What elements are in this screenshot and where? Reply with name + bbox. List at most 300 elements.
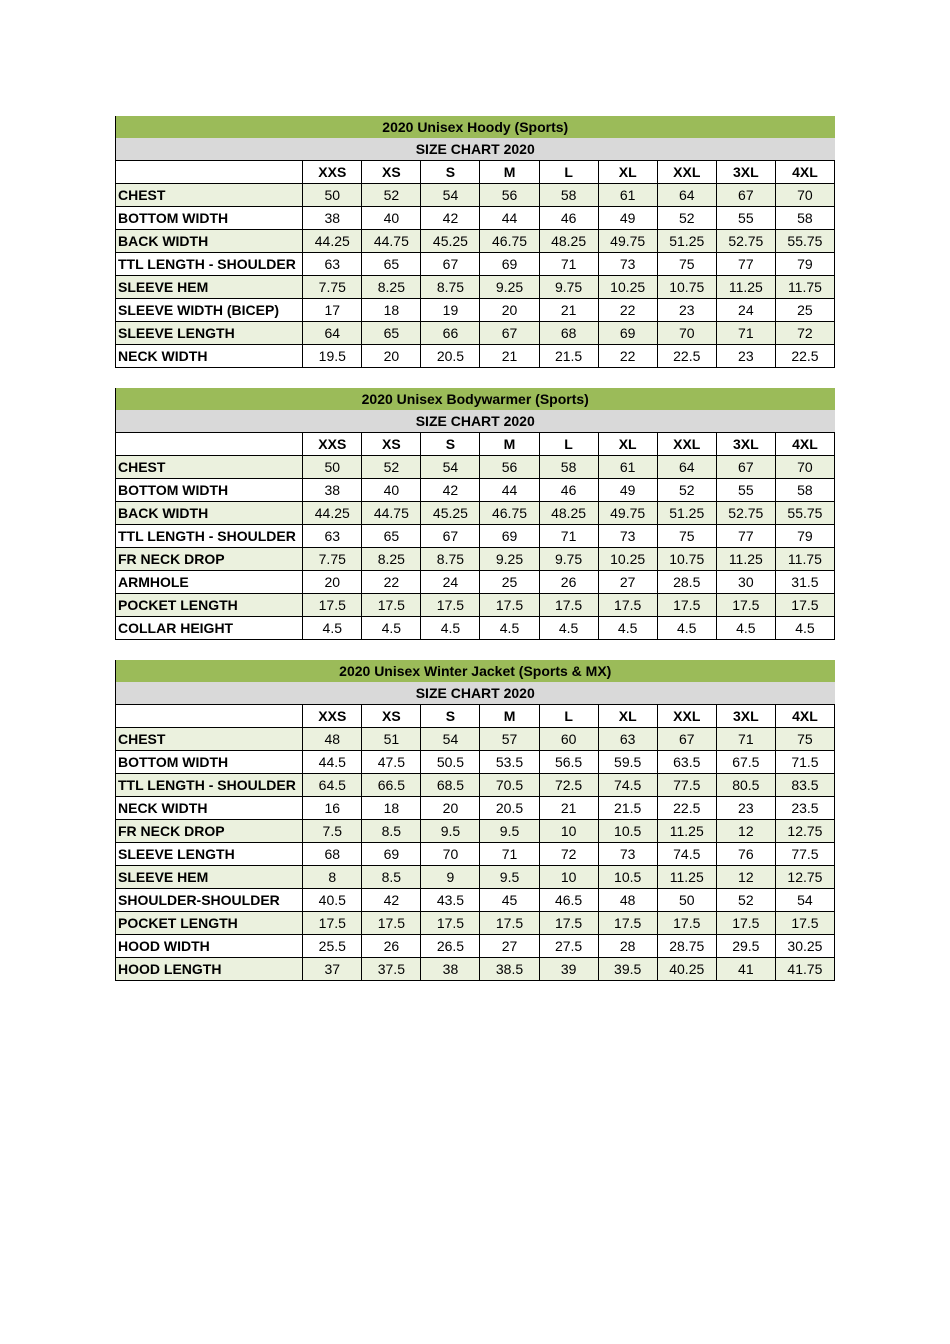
measurement-value: 52 [362, 456, 421, 479]
measurement-value: 55 [716, 479, 775, 502]
measurement-value: 23 [716, 797, 775, 820]
measurement-value: 21.5 [598, 797, 657, 820]
measurement-value: 69 [480, 253, 539, 276]
size-header-m: M [480, 161, 539, 184]
measurement-value: 10.75 [657, 276, 716, 299]
measurement-label: BACK WIDTH [116, 230, 303, 253]
measurement-value: 47.5 [362, 751, 421, 774]
measurement-value: 10 [539, 866, 598, 889]
measurement-value: 58 [775, 207, 834, 230]
table-row [116, 322, 835, 345]
measurement-value: 55.75 [775, 230, 834, 253]
size-header-xxs: XXS [303, 433, 362, 456]
measurement-label: BOTTOM WIDTH [116, 207, 303, 230]
measurement-value: 17.5 [421, 912, 480, 935]
table-row [116, 728, 835, 751]
table-row [116, 866, 835, 889]
measurement-value: 52 [657, 207, 716, 230]
measurement-value: 44.25 [303, 230, 362, 253]
measurement-value: 20 [480, 299, 539, 322]
measurement-value: 17.5 [539, 912, 598, 935]
measurement-value: 43.5 [421, 889, 480, 912]
measurement-value: 72.5 [539, 774, 598, 797]
measurement-value: 17.5 [657, 912, 716, 935]
measurement-value: 54 [421, 184, 480, 207]
measurement-value: 74.5 [598, 774, 657, 797]
measurement-value: 38 [303, 207, 362, 230]
measurement-value: 17.5 [480, 912, 539, 935]
measurement-value: 51.25 [657, 502, 716, 525]
measurement-value: 12 [716, 820, 775, 843]
measurement-value: 30.25 [775, 935, 834, 958]
size-header-s: S [421, 705, 480, 728]
table-row [116, 935, 835, 958]
measurement-label: TTL LENGTH - SHOULDER [116, 774, 303, 797]
measurement-value: 26.5 [421, 935, 480, 958]
measurement-value: 46 [539, 479, 598, 502]
measurement-value: 10.25 [598, 548, 657, 571]
measurement-value: 77.5 [775, 843, 834, 866]
table-row [116, 345, 835, 368]
header-blank-cell [116, 161, 303, 184]
size-header-xs: XS [362, 433, 421, 456]
table-row [116, 548, 835, 571]
measurement-value: 11.25 [716, 548, 775, 571]
measurement-value: 71.5 [775, 751, 834, 774]
measurement-value: 40.5 [303, 889, 362, 912]
measurement-value: 12.75 [775, 866, 834, 889]
table-subtitle: SIZE CHART 2020 [116, 410, 835, 433]
measurement-value: 69 [362, 843, 421, 866]
measurement-value: 75 [657, 525, 716, 548]
measurement-value: 41 [716, 958, 775, 981]
size-header-row [116, 433, 835, 456]
measurement-label: CHEST [116, 456, 303, 479]
measurement-value: 11.25 [657, 866, 716, 889]
measurement-value: 4.5 [362, 617, 421, 640]
measurement-value: 80.5 [716, 774, 775, 797]
measurement-value: 22 [362, 571, 421, 594]
table-row [116, 774, 835, 797]
measurement-value: 49 [598, 207, 657, 230]
measurement-value: 24 [716, 299, 775, 322]
measurement-value: 9.5 [421, 820, 480, 843]
measurement-value: 77 [716, 525, 775, 548]
winter-jacket-size-table [115, 660, 835, 981]
measurement-value: 27 [598, 571, 657, 594]
measurement-value: 67 [421, 253, 480, 276]
measurement-value: 16 [303, 797, 362, 820]
measurement-value: 17.5 [480, 594, 539, 617]
measurement-value: 40.25 [657, 958, 716, 981]
measurement-label: BOTTOM WIDTH [116, 751, 303, 774]
measurement-value: 20.5 [480, 797, 539, 820]
measurement-value: 48 [598, 889, 657, 912]
measurement-label: POCKET LENGTH [116, 912, 303, 935]
measurement-label: BOTTOM WIDTH [116, 479, 303, 502]
measurement-value: 17.5 [657, 594, 716, 617]
table-row [116, 843, 835, 866]
measurement-label: SHOULDER-SHOULDER [116, 889, 303, 912]
measurement-value: 49 [598, 479, 657, 502]
measurement-value: 17.5 [716, 912, 775, 935]
measurement-value: 8.25 [362, 276, 421, 299]
measurement-label: TTL LENGTH - SHOULDER [116, 253, 303, 276]
measurement-value: 12 [716, 866, 775, 889]
measurement-value: 73 [598, 253, 657, 276]
measurement-value: 44.25 [303, 502, 362, 525]
measurement-value: 83.5 [775, 774, 834, 797]
measurement-value: 56 [480, 184, 539, 207]
measurement-value: 63 [303, 525, 362, 548]
measurement-value: 72 [539, 843, 598, 866]
measurement-label: CHEST [116, 728, 303, 751]
table-title: 2020 Unisex Winter Jacket (Sports & MX) [116, 660, 835, 682]
table-row [116, 479, 835, 502]
size-header-s: S [421, 161, 480, 184]
measurement-value: 29.5 [716, 935, 775, 958]
measurement-value: 58 [775, 479, 834, 502]
measurement-value: 9 [421, 866, 480, 889]
measurement-value: 21 [539, 299, 598, 322]
measurement-value: 7.75 [303, 276, 362, 299]
measurement-value: 42 [362, 889, 421, 912]
measurement-value: 46.5 [539, 889, 598, 912]
size-header-xxl: XXL [657, 161, 716, 184]
measurement-value: 48 [303, 728, 362, 751]
table-row [116, 594, 835, 617]
measurement-value: 68.5 [421, 774, 480, 797]
measurement-value: 51 [362, 728, 421, 751]
measurement-value: 8.5 [362, 820, 421, 843]
measurement-value: 9.75 [539, 276, 598, 299]
measurement-value: 28.5 [657, 571, 716, 594]
measurement-value: 44 [480, 479, 539, 502]
size-header-3xl: 3XL [716, 705, 775, 728]
measurement-value: 65 [362, 322, 421, 345]
measurement-value: 39 [539, 958, 598, 981]
measurement-value: 23 [716, 345, 775, 368]
measurement-value: 50 [303, 456, 362, 479]
measurement-value: 70 [657, 322, 716, 345]
size-header-row [116, 705, 835, 728]
measurement-value: 71 [716, 728, 775, 751]
measurement-value: 4.5 [716, 617, 775, 640]
measurement-value: 54 [421, 456, 480, 479]
table-row [116, 820, 835, 843]
measurement-label: SLEEVE HEM [116, 866, 303, 889]
measurement-value: 21 [480, 345, 539, 368]
size-header-l: L [539, 705, 598, 728]
measurement-value: 50.5 [421, 751, 480, 774]
measurement-value: 20.5 [421, 345, 480, 368]
measurement-value: 45 [480, 889, 539, 912]
table-row [116, 889, 835, 912]
measurement-value: 64 [303, 322, 362, 345]
measurement-value: 55.75 [775, 502, 834, 525]
measurement-value: 50 [303, 184, 362, 207]
measurement-value: 68 [539, 322, 598, 345]
measurement-label: COLLAR HEIGHT [116, 617, 303, 640]
measurement-value: 67 [421, 525, 480, 548]
measurement-value: 11.25 [657, 820, 716, 843]
measurement-value: 22.5 [657, 797, 716, 820]
size-header-row [116, 161, 835, 184]
measurement-value: 10.25 [598, 276, 657, 299]
table-row [116, 207, 835, 230]
measurement-value: 37 [303, 958, 362, 981]
table-row [116, 230, 835, 253]
measurement-value: 69 [598, 322, 657, 345]
table-subtitle: SIZE CHART 2020 [116, 138, 835, 161]
measurement-value: 58 [539, 184, 598, 207]
bodywarmer-size-table [115, 388, 835, 640]
measurement-value: 17.5 [362, 594, 421, 617]
measurement-value: 56 [480, 456, 539, 479]
measurement-value: 20 [362, 345, 421, 368]
measurement-value: 70 [775, 184, 834, 207]
measurement-value: 39.5 [598, 958, 657, 981]
measurement-label: NECK WIDTH [116, 345, 303, 368]
measurement-value: 4.5 [775, 617, 834, 640]
measurement-value: 70 [775, 456, 834, 479]
measurement-value: 51.25 [657, 230, 716, 253]
measurement-value: 8 [303, 866, 362, 889]
measurement-value: 17.5 [775, 594, 834, 617]
hoody-size-table [115, 116, 835, 368]
measurement-value: 28.75 [657, 935, 716, 958]
measurement-value: 59.5 [598, 751, 657, 774]
table-row [116, 184, 835, 207]
measurement-value: 22.5 [775, 345, 834, 368]
size-header-4xl: 4XL [775, 705, 834, 728]
measurement-value: 22 [598, 299, 657, 322]
measurement-value: 73 [598, 843, 657, 866]
measurement-value: 42 [421, 479, 480, 502]
measurement-value: 7.5 [303, 820, 362, 843]
measurement-value: 70.5 [480, 774, 539, 797]
table-title: 2020 Unisex Bodywarmer (Sports) [116, 388, 835, 410]
measurement-value: 10.75 [657, 548, 716, 571]
measurement-value: 40 [362, 207, 421, 230]
measurement-label: SLEEVE LENGTH [116, 843, 303, 866]
measurement-value: 19 [421, 299, 480, 322]
table-row [116, 797, 835, 820]
table-row [116, 617, 835, 640]
size-header-xxl: XXL [657, 433, 716, 456]
table-row [116, 525, 835, 548]
measurement-value: 52 [716, 889, 775, 912]
measurement-value: 65 [362, 525, 421, 548]
table-row [116, 571, 835, 594]
measurement-value: 49.75 [598, 230, 657, 253]
measurement-value: 25 [775, 299, 834, 322]
measurement-value: 9.5 [480, 820, 539, 843]
measurement-value: 8.75 [421, 548, 480, 571]
measurement-value: 21.5 [539, 345, 598, 368]
table-row [116, 456, 835, 479]
measurement-label: SLEEVE WIDTH (BICEP) [116, 299, 303, 322]
measurement-value: 8.25 [362, 548, 421, 571]
measurement-value: 17.5 [539, 594, 598, 617]
table-subtitle: SIZE CHART 2020 [116, 682, 835, 705]
measurement-value: 4.5 [480, 617, 539, 640]
measurement-value: 75 [657, 253, 716, 276]
measurement-value: 38 [421, 958, 480, 981]
measurement-value: 44 [480, 207, 539, 230]
measurement-label: CHEST [116, 184, 303, 207]
measurement-value: 71 [716, 322, 775, 345]
measurement-value: 8.5 [362, 866, 421, 889]
measurement-value: 9.25 [480, 276, 539, 299]
measurement-value: 44.75 [362, 502, 421, 525]
measurement-value: 71 [539, 253, 598, 276]
measurement-value: 31.5 [775, 571, 834, 594]
measurement-value: 48.25 [539, 502, 598, 525]
size-header-xxs: XXS [303, 161, 362, 184]
measurement-value: 17.5 [303, 594, 362, 617]
size-header-xl: XL [598, 161, 657, 184]
measurement-value: 40 [362, 479, 421, 502]
measurement-value: 54 [421, 728, 480, 751]
table-row [116, 299, 835, 322]
measurement-value: 27 [480, 935, 539, 958]
measurement-value: 67 [657, 728, 716, 751]
measurement-value: 9.5 [480, 866, 539, 889]
measurement-label: FR NECK DROP [116, 820, 303, 843]
measurement-value: 18 [362, 797, 421, 820]
measurement-value: 75 [775, 728, 834, 751]
table-row [116, 253, 835, 276]
size-header-4xl: 4XL [775, 433, 834, 456]
measurement-label: SLEEVE LENGTH [116, 322, 303, 345]
measurement-label: POCKET LENGTH [116, 594, 303, 617]
header-blank-cell [116, 705, 303, 728]
measurement-value: 63.5 [657, 751, 716, 774]
measurement-value: 22 [598, 345, 657, 368]
measurement-value: 17 [303, 299, 362, 322]
measurement-value: 26 [539, 571, 598, 594]
measurement-value: 4.5 [598, 617, 657, 640]
header-blank-cell [116, 433, 303, 456]
measurement-value: 63 [598, 728, 657, 751]
measurement-value: 77.5 [657, 774, 716, 797]
measurement-value: 55 [716, 207, 775, 230]
size-header-l: L [539, 161, 598, 184]
table-title: 2020 Unisex Hoody (Sports) [116, 116, 835, 138]
measurement-label: FR NECK DROP [116, 548, 303, 571]
table-row [116, 958, 835, 981]
measurement-value: 53.5 [480, 751, 539, 774]
measurement-value: 49.75 [598, 502, 657, 525]
measurement-value: 9.75 [539, 548, 598, 571]
measurement-value: 25 [480, 571, 539, 594]
measurement-value: 11.75 [775, 276, 834, 299]
measurement-value: 17.5 [598, 912, 657, 935]
measurement-value: 74.5 [657, 843, 716, 866]
measurement-value: 38.5 [480, 958, 539, 981]
table-row [116, 751, 835, 774]
measurement-value: 61 [598, 184, 657, 207]
measurement-value: 7.75 [303, 548, 362, 571]
measurement-value: 21 [539, 797, 598, 820]
size-header-xl: XL [598, 705, 657, 728]
measurement-value: 22.5 [657, 345, 716, 368]
size-header-4xl: 4XL [775, 161, 834, 184]
measurement-value: 45.25 [421, 230, 480, 253]
measurement-value: 41.75 [775, 958, 834, 981]
measurement-value: 79 [775, 525, 834, 548]
size-header-xxl: XXL [657, 705, 716, 728]
measurement-value: 4.5 [421, 617, 480, 640]
measurement-value: 4.5 [539, 617, 598, 640]
measurement-value: 44.5 [303, 751, 362, 774]
measurement-value: 52 [657, 479, 716, 502]
measurement-value: 70 [421, 843, 480, 866]
measurement-value: 17.5 [421, 594, 480, 617]
measurement-value: 10.5 [598, 820, 657, 843]
table-row [116, 912, 835, 935]
measurement-value: 30 [716, 571, 775, 594]
measurement-label: BACK WIDTH [116, 502, 303, 525]
size-header-l: L [539, 433, 598, 456]
measurement-label: HOOD LENGTH [116, 958, 303, 981]
measurement-value: 42 [421, 207, 480, 230]
measurement-value: 64 [657, 456, 716, 479]
size-header-3xl: 3XL [716, 433, 775, 456]
measurement-value: 44.75 [362, 230, 421, 253]
measurement-value: 67 [716, 184, 775, 207]
size-header-m: M [480, 433, 539, 456]
measurement-value: 64.5 [303, 774, 362, 797]
measurement-value: 46.75 [480, 502, 539, 525]
measurement-value: 12.75 [775, 820, 834, 843]
measurement-value: 25.5 [303, 935, 362, 958]
table-row [116, 276, 835, 299]
measurement-value: 54 [775, 889, 834, 912]
measurement-value: 52.75 [716, 230, 775, 253]
measurement-value: 52 [362, 184, 421, 207]
measurement-value: 17.5 [598, 594, 657, 617]
measurement-value: 24 [421, 571, 480, 594]
measurement-value: 79 [775, 253, 834, 276]
measurement-value: 67 [716, 456, 775, 479]
measurement-value: 4.5 [657, 617, 716, 640]
measurement-value: 71 [480, 843, 539, 866]
measurement-value: 61 [598, 456, 657, 479]
measurement-label: TTL LENGTH - SHOULDER [116, 525, 303, 548]
measurement-value: 27.5 [539, 935, 598, 958]
measurement-value: 77 [716, 253, 775, 276]
measurement-value: 67.5 [716, 751, 775, 774]
measurement-value: 20 [303, 571, 362, 594]
measurement-value: 4.5 [303, 617, 362, 640]
measurement-value: 37.5 [362, 958, 421, 981]
measurement-value: 58 [539, 456, 598, 479]
measurement-value: 10 [539, 820, 598, 843]
measurement-value: 66.5 [362, 774, 421, 797]
measurement-value: 76 [716, 843, 775, 866]
measurement-value: 63 [303, 253, 362, 276]
measurement-value: 46.75 [480, 230, 539, 253]
size-header-xxs: XXS [303, 705, 362, 728]
measurement-value: 38 [303, 479, 362, 502]
size-header-xs: XS [362, 705, 421, 728]
measurement-value: 10.5 [598, 866, 657, 889]
measurement-value: 28 [598, 935, 657, 958]
measurement-value: 56.5 [539, 751, 598, 774]
measurement-value: 26 [362, 935, 421, 958]
